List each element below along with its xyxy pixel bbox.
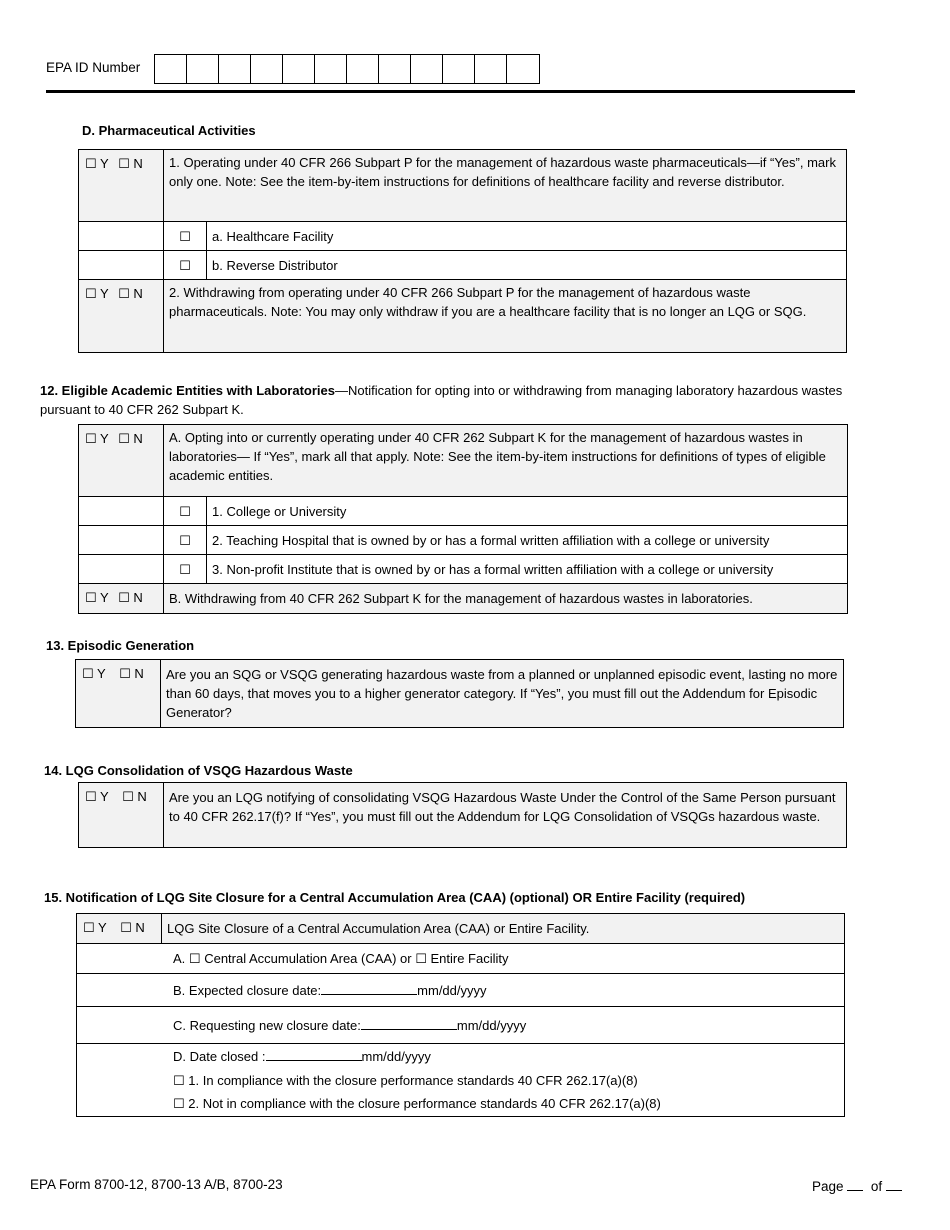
question-text: B. Withdrawing from 40 CFR 262 Subpart K for the management of hazardous wastes in laboratories. xyxy=(164,584,848,614)
section-14-title: 14. LQG Consolidation of VSQG Hazardous Waste xyxy=(44,763,353,778)
epa-id-input[interactable] xyxy=(154,54,540,84)
section-15-table xyxy=(76,913,845,1117)
no-checkbox[interactable]: ☐ xyxy=(122,789,134,804)
yn-checkbox-group[interactable] xyxy=(79,783,164,848)
epa-id-digit-box[interactable] xyxy=(379,55,411,83)
no-checkbox[interactable]: ☐ xyxy=(118,431,130,446)
in-compliance-checkbox[interactable]: ☐ xyxy=(173,1072,185,1088)
epa-id-digit-box[interactable] xyxy=(475,55,507,83)
not-in-compliance-checkbox[interactable]: ☐ xyxy=(173,1096,185,1111)
yes-checkbox[interactable]: ☐ xyxy=(82,666,94,681)
question-text: 2. Withdrawing from operating under 40 CFR 266 Subpart P for the management of hazardous waste pharmaceuticals. Note: You may only withdraw if you are a healthcare facility that is no longer an LQG or SQG. xyxy=(164,280,847,353)
footer-form-numbers: EPA Form 8700-12, 8700-13 A/B, 8700-23 xyxy=(30,1177,283,1192)
section-13-table xyxy=(75,659,844,728)
empty-cell xyxy=(79,251,164,280)
no-label: N xyxy=(133,590,143,605)
no-label: N xyxy=(133,431,143,446)
new-closure-label: C. Requesting new closure date: xyxy=(173,1018,361,1033)
college-checkbox[interactable]: ☐ xyxy=(164,497,207,526)
healthcare-facility-checkbox[interactable]: ☐ xyxy=(164,222,207,251)
yn-checkbox-group[interactable] xyxy=(79,425,164,497)
epa-id-digit-box[interactable] xyxy=(443,55,475,83)
no-label: N xyxy=(133,286,143,301)
date-format-hint: mm/dd/yyyy xyxy=(361,1049,431,1064)
new-closure-row xyxy=(77,1007,845,1044)
yes-checkbox[interactable]: ☐ xyxy=(85,431,97,446)
option-label: 3. Non-profit Institute that is owned by or has a formal written affiliation with a college or university xyxy=(207,555,848,584)
section-12-intro xyxy=(40,381,870,419)
no-label: N xyxy=(134,666,144,681)
header-divider xyxy=(46,90,855,93)
expected-closure-date-field[interactable] xyxy=(321,980,417,995)
total-pages-field[interactable] xyxy=(886,1177,902,1191)
no-checkbox[interactable]: ☐ xyxy=(119,666,131,681)
no-checkbox[interactable]: ☐ xyxy=(120,920,132,935)
yes-label: Y xyxy=(100,590,109,605)
no-label: N xyxy=(135,920,145,935)
date-closed-label: D. Date closed : xyxy=(173,1049,266,1064)
no-checkbox[interactable]: ☐ xyxy=(118,286,130,301)
yes-checkbox[interactable]: ☐ xyxy=(85,590,97,605)
epa-id-digit-box[interactable] xyxy=(155,55,187,83)
yes-checkbox[interactable]: ☐ xyxy=(83,920,95,935)
epa-id-label: EPA ID Number xyxy=(46,60,141,75)
epa-id-digit-box[interactable] xyxy=(187,55,219,83)
entire-facility-label: Entire Facility xyxy=(430,951,509,966)
no-checkbox[interactable]: ☐ xyxy=(118,156,130,171)
epa-id-digit-box[interactable] xyxy=(507,55,539,83)
yes-label: Y xyxy=(98,920,107,935)
non-profit-checkbox[interactable]: ☐ xyxy=(164,555,207,584)
option-label: b. Reverse Distributor xyxy=(207,251,847,280)
date-closed-row xyxy=(77,1044,845,1117)
yes-checkbox[interactable]: ☐ xyxy=(85,286,97,301)
epa-id-digit-box[interactable] xyxy=(347,55,379,83)
new-closure-date-field[interactable] xyxy=(361,1015,457,1030)
yes-checkbox[interactable]: ☐ xyxy=(85,789,97,804)
date-closed-field[interactable] xyxy=(266,1046,362,1061)
epa-id-digit-box[interactable] xyxy=(251,55,283,83)
expected-closure-row xyxy=(77,974,845,1007)
date-format-hint: mm/dd/yyyy xyxy=(456,1018,527,1033)
reverse-distributor-checkbox[interactable]: ☐ xyxy=(164,251,207,280)
yes-label: Y xyxy=(97,666,106,681)
yes-label: Y xyxy=(100,286,109,301)
question-text: Are you an LQG notifying of consolidating VSQG Hazardous Waste Under the Control of the Same Person pursuant to 40 CFR 262.17(f)? If “Yes”, you must fill out the Addendum for LQG Consolidation of VSQGs hazardous waste. xyxy=(164,783,847,848)
option-label: 2. Teaching Hospital that is owned by or has a formal written affiliation with a college or university xyxy=(207,526,848,555)
section-13-title: 13. Episodic Generation xyxy=(46,638,195,653)
closure-type-row xyxy=(77,944,845,974)
no-checkbox[interactable]: ☐ xyxy=(118,590,130,605)
teaching-hospital-checkbox[interactable]: ☐ xyxy=(164,526,207,555)
option-a-prefix: A. xyxy=(173,951,186,966)
no-label: N xyxy=(137,789,147,804)
yn-checkbox-group[interactable] xyxy=(77,914,162,944)
entire-facility-checkbox[interactable]: ☐ xyxy=(415,951,427,966)
question-text: Are you an SQG or VSQG generating hazardous waste from a planned or unplanned episodic event, lasting no more than 60 days, that moves you to a higher generator category. If “Yes”, you must fill out the Addendum for Episodic Generator? xyxy=(161,660,844,728)
epa-id-digit-box[interactable] xyxy=(219,55,251,83)
epa-id-digit-box[interactable] xyxy=(315,55,347,83)
question-text: LQG Site Closure of a Central Accumulation Area (CAA) or Entire Facility. xyxy=(162,914,845,944)
empty-cell xyxy=(79,555,164,584)
of-label: of xyxy=(870,1179,883,1194)
page-label: Page xyxy=(812,1179,844,1194)
yes-label: Y xyxy=(100,431,109,446)
empty-cell xyxy=(79,222,164,251)
date-format-hint: mm/dd/yyyy xyxy=(417,983,487,998)
in-compliance-label: 1. In compliance with the closure performance standards 40 CFR 262.17(a)(8) xyxy=(188,1072,638,1088)
option-label: 1. College or University xyxy=(207,497,848,526)
not-in-compliance-label: 2. Not in compliance with the closure performance standards 40 CFR 262.17(a)(8) xyxy=(188,1096,661,1111)
page-number-field[interactable] xyxy=(847,1177,863,1191)
empty-cell xyxy=(79,497,164,526)
yn-checkbox-group[interactable] xyxy=(79,280,164,353)
yes-label: Y xyxy=(100,789,109,804)
no-label: N xyxy=(133,156,143,171)
section-12-table xyxy=(78,424,848,614)
yn-checkbox-group[interactable] xyxy=(76,660,161,728)
yes-label: Y xyxy=(100,156,109,171)
empty-cell xyxy=(79,526,164,555)
section-d-table xyxy=(78,149,847,353)
question-text: A. Opting into or currently operating under 40 CFR 262 Subpart K for the management of hazardous wastes in laboratories— If “Yes”, mark all that apply. Note: See the item-by-item instructions for definitions of types of eligible academic entities. xyxy=(164,425,848,497)
footer-page-number xyxy=(812,1177,902,1194)
yes-checkbox[interactable]: ☐ xyxy=(85,156,97,171)
yn-checkbox-group[interactable] xyxy=(79,584,164,614)
caa-checkbox[interactable]: ☐ xyxy=(188,951,201,966)
caa-label: Central Accumulation Area (CAA) or xyxy=(204,951,412,966)
section-12-title: 12. Eligible Academic Entities with Laboratories xyxy=(40,383,335,398)
expected-closure-label: B. Expected closure date: xyxy=(173,983,322,998)
section-14-table xyxy=(78,782,847,848)
epa-id-digit-box[interactable] xyxy=(283,55,315,83)
epa-id-digit-box[interactable] xyxy=(411,55,443,83)
question-text: 1. Operating under 40 CFR 266 Subpart P for the management of hazardous waste pharmaceuticals—if “Yes”, mark only one. Note: See the item-by-item instructions for definitions of healthcare facility and reverse distributor. xyxy=(164,150,847,222)
section-15-title: 15. Notification of LQG Site Closure for a Central Accumulation Area (CAA) (optional) OR Entire Facility (required) xyxy=(44,890,746,905)
section-d-title: D. Pharmaceutical Activities xyxy=(82,123,256,138)
section-12-description: —Notification for opting into or withdrawing from managing laboratory hazardous wastes pursuant to 40 CFR 262 Subpart K. xyxy=(40,383,843,417)
option-label: a. Healthcare Facility xyxy=(207,222,847,251)
yn-checkbox-group[interactable] xyxy=(79,150,164,222)
